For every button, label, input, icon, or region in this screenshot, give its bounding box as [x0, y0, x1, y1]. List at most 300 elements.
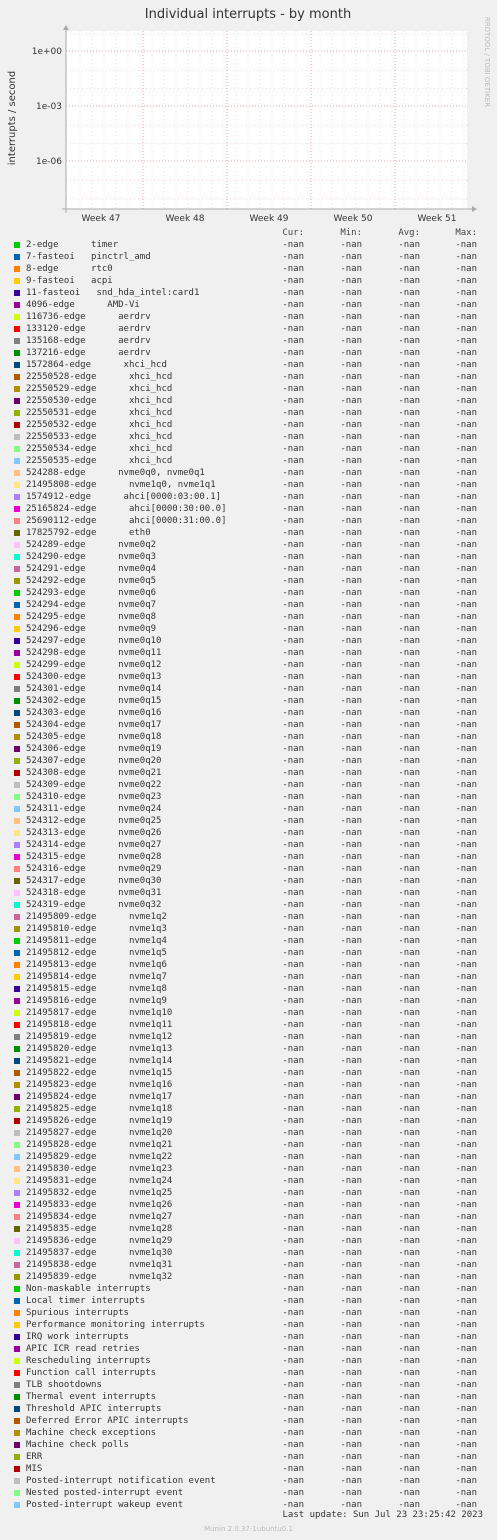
- legend-value: -nan: [282, 1380, 304, 1390]
- legend-value: -nan: [282, 1212, 304, 1222]
- legend-series-name: ERR: [26, 1452, 43, 1462]
- legend-series-name: Nested posted-interrupt event: [26, 1488, 184, 1498]
- legend-row: [0, 1439, 497, 1451]
- legend-row: [0, 1235, 497, 1247]
- legend-row: [0, 479, 497, 491]
- legend-value: -nan: [340, 996, 362, 1006]
- legend-value: -nan: [282, 1164, 304, 1174]
- legend-value: -nan: [282, 1008, 304, 1018]
- legend-row: [0, 347, 497, 359]
- legend-value: -nan: [455, 1164, 477, 1174]
- legend-value: -nan: [398, 1356, 420, 1366]
- legend-row: [0, 779, 497, 791]
- legend-value: -nan: [455, 948, 477, 958]
- legend-value: -nan: [340, 1116, 362, 1126]
- legend-row: [0, 491, 497, 503]
- legend-value: -nan: [398, 984, 420, 994]
- legend-value: -nan: [340, 1092, 362, 1102]
- legend-series-name: 21495825-edge nvme1q18: [26, 1104, 173, 1114]
- legend-row: [0, 1223, 497, 1235]
- legend-value: -nan: [282, 888, 304, 898]
- legend-value: -nan: [340, 516, 362, 526]
- legend-value: -nan: [398, 1116, 420, 1126]
- legend-swatch: [14, 734, 20, 740]
- legend-value: -nan: [455, 648, 477, 658]
- legend-value: -nan: [340, 240, 362, 250]
- legend-value: -nan: [398, 372, 420, 382]
- legend-swatch: [14, 1394, 20, 1400]
- legend-row: [0, 863, 497, 875]
- legend-row: [0, 803, 497, 815]
- legend-value: -nan: [340, 276, 362, 286]
- legend-value: -nan: [455, 1308, 477, 1318]
- legend-swatch: [14, 242, 20, 248]
- legend-value: -nan: [455, 888, 477, 898]
- legend-value: -nan: [282, 540, 304, 550]
- legend-value: -nan: [340, 492, 362, 502]
- legend-value: -nan: [455, 408, 477, 418]
- legend-value: -nan: [282, 456, 304, 466]
- legend-value: -nan: [398, 504, 420, 514]
- legend-swatch: [14, 290, 20, 296]
- legend-series-name: 524305-edge nvme0q18: [26, 732, 162, 742]
- legend-value: -nan: [398, 1380, 420, 1390]
- legend-value: -nan: [282, 468, 304, 478]
- legend-swatch: [14, 698, 20, 704]
- legend-swatch: [14, 1070, 20, 1076]
- legend-value: -nan: [455, 864, 477, 874]
- legend-swatch: [14, 434, 20, 440]
- legend-row: [0, 395, 497, 407]
- legend-row: [0, 839, 497, 851]
- legend-value: -nan: [282, 684, 304, 694]
- legend-value: -nan: [455, 1200, 477, 1210]
- legend-value: -nan: [398, 996, 420, 1006]
- legend-swatch: [14, 398, 20, 404]
- legend-swatch: [14, 278, 20, 284]
- legend-row: [0, 695, 497, 707]
- legend-value: -nan: [340, 1068, 362, 1078]
- legend-value: -nan: [455, 1056, 477, 1066]
- legend-swatch: [14, 1094, 20, 1100]
- legend-value: -nan: [340, 1140, 362, 1150]
- legend-value: -nan: [282, 708, 304, 718]
- legend-row: [0, 1451, 497, 1463]
- side-label: RRDTOOL / TOBI OETIKER: [483, 16, 491, 108]
- legend-value: -nan: [282, 672, 304, 682]
- legend-row: [0, 755, 497, 767]
- legend-value: -nan: [282, 1476, 304, 1486]
- legend-value: -nan: [282, 336, 304, 346]
- legend-value: -nan: [282, 1308, 304, 1318]
- legend-value: -nan: [282, 792, 304, 802]
- legend-value: -nan: [282, 348, 304, 358]
- legend-value: -nan: [340, 468, 362, 478]
- legend-value: -nan: [455, 1092, 477, 1102]
- legend-value: -nan: [282, 1332, 304, 1342]
- legend-value: -nan: [340, 1212, 362, 1222]
- legend-value: -nan: [340, 684, 362, 694]
- legend-value: -nan: [282, 852, 304, 862]
- legend-series-name: 21495823-edge nvme1q16: [26, 1080, 173, 1090]
- legend-row: [0, 1487, 497, 1499]
- legend-value: -nan: [340, 888, 362, 898]
- legend-value: -nan: [455, 468, 477, 478]
- legend-value: -nan: [455, 612, 477, 622]
- legend-series-name: 524291-edge nvme0q4: [26, 564, 157, 574]
- legend-swatch: [14, 1058, 20, 1064]
- legend-value: -nan: [282, 516, 304, 526]
- legend-value: -nan: [398, 528, 420, 538]
- legend-series-name: 524297-edge nvme0q10: [26, 636, 162, 646]
- legend-row: [0, 1475, 497, 1487]
- legend-column-header: Cur:: [282, 228, 304, 238]
- legend-value: -nan: [340, 408, 362, 418]
- legend-value: -nan: [282, 612, 304, 622]
- legend-value: -nan: [340, 1488, 362, 1498]
- legend-swatch: [14, 266, 20, 272]
- legend-value: -nan: [455, 1104, 477, 1114]
- legend-swatch: [14, 578, 20, 584]
- legend-value: -nan: [282, 900, 304, 910]
- legend-value: -nan: [340, 744, 362, 754]
- legend-value: -nan: [340, 1416, 362, 1426]
- legend-value: -nan: [340, 336, 362, 346]
- legend-value: -nan: [282, 396, 304, 406]
- legend-value: -nan: [282, 1032, 304, 1042]
- legend-value: -nan: [455, 624, 477, 634]
- legend-value: -nan: [398, 1008, 420, 1018]
- legend-value: -nan: [340, 1464, 362, 1474]
- legend-value: -nan: [340, 828, 362, 838]
- legend-value: -nan: [282, 420, 304, 430]
- legend-row: [0, 515, 497, 527]
- legend-series-name: 524294-edge nvme0q7: [26, 600, 157, 610]
- legend-swatch: [14, 806, 20, 812]
- legend-value: -nan: [398, 756, 420, 766]
- legend-row: [0, 647, 497, 659]
- legend-value: -nan: [455, 420, 477, 430]
- legend-value: -nan: [282, 720, 304, 730]
- legend-value: -nan: [398, 1068, 420, 1078]
- legend-swatch: [14, 1082, 20, 1088]
- legend-value: -nan: [455, 1452, 477, 1462]
- legend-row: [0, 239, 497, 251]
- legend-value: -nan: [398, 1440, 420, 1450]
- legend-swatch: [14, 926, 20, 932]
- legend-series-name: 133120-edge aerdrv: [26, 324, 151, 334]
- legend-value: -nan: [282, 1068, 304, 1078]
- legend-value: -nan: [340, 1296, 362, 1306]
- legend-series-name: 524289-edge nvme0q2: [26, 540, 157, 550]
- legend-value: -nan: [340, 480, 362, 490]
- legend-value: -nan: [340, 1128, 362, 1138]
- legend-row: [0, 275, 497, 287]
- legend-value: -nan: [340, 1500, 362, 1510]
- legend-series-name: 524300-edge nvme0q13: [26, 672, 162, 682]
- legend-row: [0, 1415, 497, 1427]
- legend-swatch: [14, 1418, 20, 1424]
- legend-series-name: 17825792-edge eth0: [26, 528, 151, 538]
- legend-series-name: 21495808-edge nvme1q0, nvme1q1: [26, 480, 216, 490]
- legend-value: -nan: [455, 1236, 477, 1246]
- legend-series-name: 21495813-edge nvme1q6: [26, 960, 167, 970]
- legend-row: [0, 1331, 497, 1343]
- legend-series-name: 25690112-edge ahci[0000:31:00.0]: [26, 516, 227, 526]
- legend-swatch: [14, 614, 20, 620]
- legend-value: -nan: [398, 1368, 420, 1378]
- legend-series-name: Posted-interrupt wakeup event: [26, 1500, 184, 1510]
- legend-value: -nan: [340, 1032, 362, 1042]
- legend-value: -nan: [282, 648, 304, 658]
- legend-swatch: [14, 914, 20, 920]
- legend-value: -nan: [398, 1092, 420, 1102]
- legend-value: -nan: [282, 432, 304, 442]
- legend-value: -nan: [398, 660, 420, 670]
- legend-value: -nan: [282, 996, 304, 1006]
- legend-value: -nan: [340, 720, 362, 730]
- legend-value: -nan: [282, 1104, 304, 1114]
- legend-swatch: [14, 998, 20, 1004]
- legend-swatch: [14, 518, 20, 524]
- legend-value: -nan: [398, 816, 420, 826]
- legend-value: -nan: [455, 1500, 477, 1510]
- legend-swatch: [14, 494, 20, 500]
- legend-value: -nan: [455, 1116, 477, 1126]
- legend-swatch: [14, 1034, 20, 1040]
- legend-value: -nan: [340, 384, 362, 394]
- legend-value: -nan: [455, 300, 477, 310]
- legend-value: -nan: [282, 564, 304, 574]
- legend-series-name: 524292-edge nvme0q5: [26, 576, 157, 586]
- legend-value: -nan: [282, 876, 304, 886]
- legend-value: -nan: [282, 1284, 304, 1294]
- legend-series-name: 4096-edge AMD-Vi: [26, 300, 140, 310]
- legend-value: -nan: [282, 1056, 304, 1066]
- legend-swatch: [14, 470, 20, 476]
- legend-swatch: [14, 890, 20, 896]
- legend-value: -nan: [282, 1272, 304, 1282]
- legend-value: -nan: [455, 1332, 477, 1342]
- x-axis-arrow: [472, 206, 477, 212]
- legend-series-name: 135168-edge aerdrv: [26, 336, 151, 346]
- legend-value: -nan: [455, 984, 477, 994]
- legend-value: -nan: [398, 972, 420, 982]
- legend-row: [0, 743, 497, 755]
- legend-value: -nan: [282, 768, 304, 778]
- legend-value: -nan: [398, 1152, 420, 1162]
- legend-value: -nan: [282, 300, 304, 310]
- legend-value: -nan: [455, 576, 477, 586]
- legend-value: -nan: [398, 612, 420, 622]
- legend-series-name: 22550530-edge xhci_hcd: [26, 396, 173, 406]
- legend-value: -nan: [282, 972, 304, 982]
- legend-series-name: Function call interrupts: [26, 1368, 157, 1378]
- legend-value: -nan: [340, 912, 362, 922]
- legend-value: -nan: [455, 372, 477, 382]
- legend-series-name: 524308-edge nvme0q21: [26, 768, 162, 778]
- legend-value: -nan: [282, 1260, 304, 1270]
- legend-swatch: [14, 446, 20, 452]
- legend-value: -nan: [340, 1452, 362, 1462]
- legend-value: -nan: [455, 960, 477, 970]
- legend-column-header: Min:: [340, 228, 362, 238]
- legend-value: -nan: [455, 252, 477, 262]
- legend-value: -nan: [398, 960, 420, 970]
- legend-swatch: [14, 1358, 20, 1364]
- legend-swatch: [14, 686, 20, 692]
- legend-value: -nan: [340, 1308, 362, 1318]
- legend-value: -nan: [340, 288, 362, 298]
- y-axis-label: interrupts / second: [7, 70, 18, 166]
- legend-row: [0, 1031, 497, 1043]
- legend-value: -nan: [398, 1320, 420, 1330]
- legend-value: -nan: [455, 1380, 477, 1390]
- legend-value: -nan: [455, 504, 477, 514]
- legend-series-name: Non-maskable interrupts: [26, 1284, 151, 1294]
- legend-swatch: [14, 506, 20, 512]
- legend-series-name: 524312-edge nvme0q25: [26, 816, 162, 826]
- legend-series-name: 1574912-edge ahci[0000:03:00.1]: [26, 492, 222, 502]
- legend-swatch: [14, 878, 20, 884]
- legend-series-name: 21495834-edge nvme1q27: [26, 1212, 173, 1222]
- legend-row: [0, 287, 497, 299]
- legend-value: -nan: [340, 1404, 362, 1414]
- legend-row: [0, 1091, 497, 1103]
- legend-value: -nan: [340, 432, 362, 442]
- legend-value: -nan: [282, 1452, 304, 1462]
- legend-value: -nan: [282, 1128, 304, 1138]
- legend-value: -nan: [340, 1380, 362, 1390]
- legend-value: -nan: [398, 1476, 420, 1486]
- legend-swatch: [14, 962, 20, 968]
- legend-series-name: 524316-edge nvme0q29: [26, 864, 162, 874]
- legend-value: -nan: [455, 336, 477, 346]
- legend-row: [0, 575, 497, 587]
- legend-value: -nan: [340, 1176, 362, 1186]
- legend-value: -nan: [398, 732, 420, 742]
- legend-value: -nan: [398, 1020, 420, 1030]
- legend-value: -nan: [340, 360, 362, 370]
- legend-swatch: [14, 1466, 20, 1472]
- legend-value: -nan: [282, 444, 304, 454]
- legend-value: -nan: [340, 948, 362, 958]
- legend-value: -nan: [398, 1344, 420, 1354]
- legend-value: -nan: [340, 780, 362, 790]
- legend-value: -nan: [455, 552, 477, 562]
- legend-value: -nan: [455, 672, 477, 682]
- legend-row: [0, 311, 497, 323]
- legend-value: -nan: [282, 576, 304, 586]
- legend-series-name: 21495836-edge nvme1q29: [26, 1236, 173, 1246]
- legend-value: -nan: [340, 444, 362, 454]
- legend-value: -nan: [340, 1080, 362, 1090]
- legend-value: -nan: [455, 852, 477, 862]
- legend-value: -nan: [398, 1080, 420, 1090]
- legend-swatch: [14, 1202, 20, 1208]
- legend-value: -nan: [282, 408, 304, 418]
- legend-value: -nan: [282, 312, 304, 322]
- legend-series-name: Thermal event interrupts: [26, 1392, 157, 1402]
- legend-swatch: [14, 1382, 20, 1388]
- legend-value: -nan: [282, 756, 304, 766]
- legend-swatch: [14, 362, 20, 368]
- legend-series-name: 22550529-edge xhci_hcd: [26, 384, 173, 394]
- legend-row: [0, 623, 497, 635]
- last-update: Last update: Sun Jul 23 23:25:42 2023: [282, 1510, 483, 1520]
- legend-value: -nan: [340, 864, 362, 874]
- legend-series-name: 524318-edge nvme0q31: [26, 888, 162, 898]
- legend-series-name: 21495818-edge nvme1q11: [26, 1020, 173, 1030]
- legend-value: -nan: [340, 600, 362, 610]
- legend-value: -nan: [398, 852, 420, 862]
- legend-value: -nan: [455, 1212, 477, 1222]
- chart-title: Individual interrupts - by month: [144, 7, 352, 22]
- legend-row: [0, 371, 497, 383]
- legend-value: -nan: [455, 1044, 477, 1054]
- legend-value: -nan: [398, 1428, 420, 1438]
- legend-value: -nan: [398, 672, 420, 682]
- legend-value: -nan: [455, 312, 477, 322]
- legend-row: [0, 851, 497, 863]
- legend-row: [0, 1391, 497, 1403]
- legend-value: -nan: [340, 588, 362, 598]
- legend-swatch: [14, 1274, 20, 1280]
- legend-row: [0, 1271, 497, 1283]
- legend-value: -nan: [398, 1032, 420, 1042]
- legend-swatch: [14, 1154, 20, 1160]
- legend-value: -nan: [398, 792, 420, 802]
- legend-swatch: [14, 830, 20, 836]
- legend-value: -nan: [455, 636, 477, 646]
- legend-series-name: 21495837-edge nvme1q30: [26, 1248, 173, 1258]
- legend-value: -nan: [398, 1176, 420, 1186]
- x-tick-label: Week 51: [417, 214, 457, 224]
- y-ticks: [32, 47, 63, 167]
- x-tick-label: Week 49: [249, 214, 289, 224]
- legend-swatch: [14, 1430, 20, 1436]
- legend-series-name: 22550528-edge xhci_hcd: [26, 372, 173, 382]
- legend-value: -nan: [398, 888, 420, 898]
- legend-value: -nan: [398, 312, 420, 322]
- legend-value: -nan: [455, 1296, 477, 1306]
- legend-value: -nan: [340, 552, 362, 562]
- legend-swatch: [14, 1010, 20, 1016]
- legend-value: -nan: [340, 1104, 362, 1114]
- legend-swatch: [14, 338, 20, 344]
- legend-value: -nan: [455, 828, 477, 838]
- legend-series-name: 21495824-edge nvme1q17: [26, 1092, 173, 1102]
- legend-value: -nan: [455, 528, 477, 538]
- legend-value: -nan: [340, 252, 362, 262]
- legend-row: [0, 1367, 497, 1379]
- x-tick-label: Week 50: [333, 214, 373, 224]
- legend-value: -nan: [398, 744, 420, 754]
- legend-value: -nan: [455, 1272, 477, 1282]
- x-ticks: [82, 214, 457, 224]
- legend-value: -nan: [282, 1440, 304, 1450]
- y-tick-label: 1e+00: [31, 47, 62, 57]
- legend-row: [0, 1247, 497, 1259]
- legend-value: -nan: [340, 936, 362, 946]
- legend-swatch: [14, 314, 20, 320]
- legend-value: -nan: [282, 252, 304, 262]
- legend-series-name: 524319-edge nvme0q32: [26, 900, 162, 910]
- legend-value: -nan: [282, 804, 304, 814]
- legend-value: -nan: [282, 780, 304, 790]
- legend-value: -nan: [398, 480, 420, 490]
- legend-value: -nan: [282, 1152, 304, 1162]
